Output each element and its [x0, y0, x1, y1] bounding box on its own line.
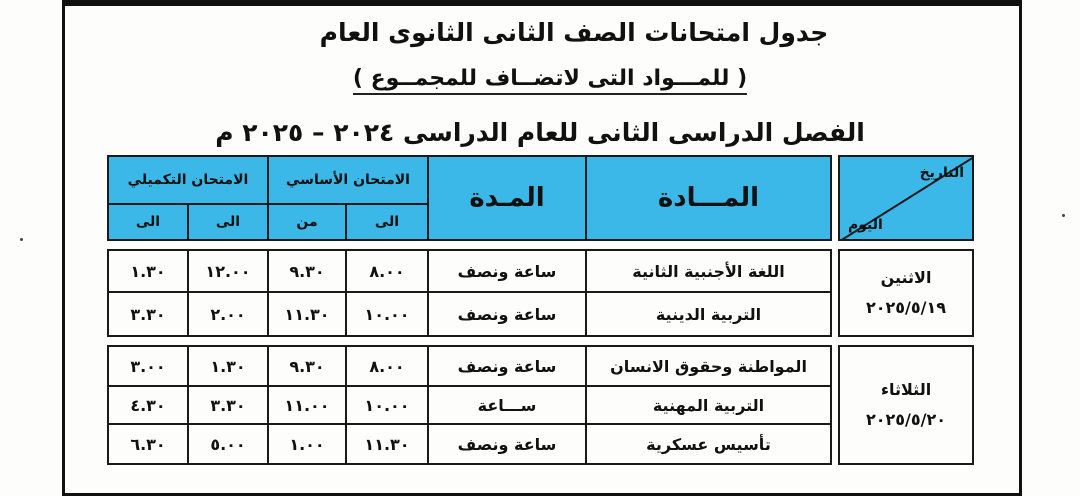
time-cell: ٣.٣٠ [188, 386, 268, 424]
subject-cell: اللغة الأجنبية الثانية [586, 250, 831, 292]
duration-cell: ساعة ونصف [428, 292, 586, 336]
time-cell: ٩.٣٠ [268, 250, 346, 292]
duration-cell: ســـاعة [428, 386, 586, 424]
page-title: جدول امتحانات الصف الثانى الثانوى العام [319, 18, 829, 47]
day-date: ٢٠٢٥/٥/٢٠ [865, 410, 947, 429]
time-cell: ١.٠٠ [268, 424, 346, 464]
term-heading: الفصل الدراسى الثانى للعام الدراسى ٢٠٢٤ – ٢٠٢٥ م [215, 118, 865, 147]
duration-cell: ساعة ونصف [428, 346, 586, 386]
date-label: التاريخ [919, 165, 964, 181]
supplementary-exam-header: الامتحان التكميلي [108, 156, 268, 204]
sup-end-header: الى [108, 204, 188, 240]
time-cell: ١١.٣٠ [346, 424, 428, 464]
time-cell: ٦.٣٠ [108, 424, 188, 464]
gap-column [831, 346, 839, 464]
time-cell: ١.٣٠ [108, 250, 188, 292]
day-label: اليوم [848, 217, 883, 233]
time-cell: ١١.٠٠ [268, 386, 346, 424]
time-cell: ١١.٣٠ [268, 292, 346, 336]
gap-column [831, 250, 839, 336]
time-cell: ١.٣٠ [188, 346, 268, 386]
hole-dot [20, 238, 23, 241]
time-cell: ٥.٠٠ [188, 424, 268, 464]
subject-cell: التربية الدينية [586, 292, 831, 336]
sup-to-header: الى [188, 204, 268, 240]
basic-from-header: من [268, 204, 346, 240]
day-cell [839, 250, 973, 336]
basic-to-header: الى [346, 204, 428, 240]
time-cell: ١٠.٠٠ [346, 292, 428, 336]
time-cell: ١٠.٠٠ [346, 386, 428, 424]
duration-header: المـدة [428, 156, 586, 240]
time-cell: ٣.٣٠ [108, 292, 188, 336]
hole-dot [1062, 214, 1065, 217]
subject-cell: المواطنة وحقوق الانسان [586, 346, 831, 386]
time-cell: ١٢.٠٠ [188, 250, 268, 292]
date-day-header [839, 156, 973, 240]
subject-cell: تأسيس عسكرية [586, 424, 831, 464]
basic-exam-header: الامتحان الأساسي [268, 156, 428, 204]
subject-header: المـــادة [586, 156, 831, 240]
time-cell: ٨.٠٠ [346, 346, 428, 386]
exam-table [107, 155, 974, 465]
duration-cell: ساعة ونصف [428, 424, 586, 464]
time-cell: ٩.٣٠ [268, 346, 346, 386]
gap-column [831, 156, 839, 240]
day-cell [839, 346, 973, 464]
subject-cell: التربية المهنية [586, 386, 831, 424]
time-cell: ٢.٠٠ [188, 292, 268, 336]
page-subtitle: ( للمـــواد التى لاتضــاف للمجمــوع ) [10, 66, 1080, 91]
time-cell: ٣.٠٠ [108, 346, 188, 386]
time-cell: ٤.٣٠ [108, 386, 188, 424]
time-cell: ٨.٠٠ [346, 250, 428, 292]
day-name: الثلاثاء [880, 380, 932, 399]
duration-cell: ساعة ونصف [428, 250, 586, 292]
day-name: الاثنين [880, 268, 932, 287]
day-date: ٢٠٢٥/٥/١٩ [865, 298, 947, 317]
